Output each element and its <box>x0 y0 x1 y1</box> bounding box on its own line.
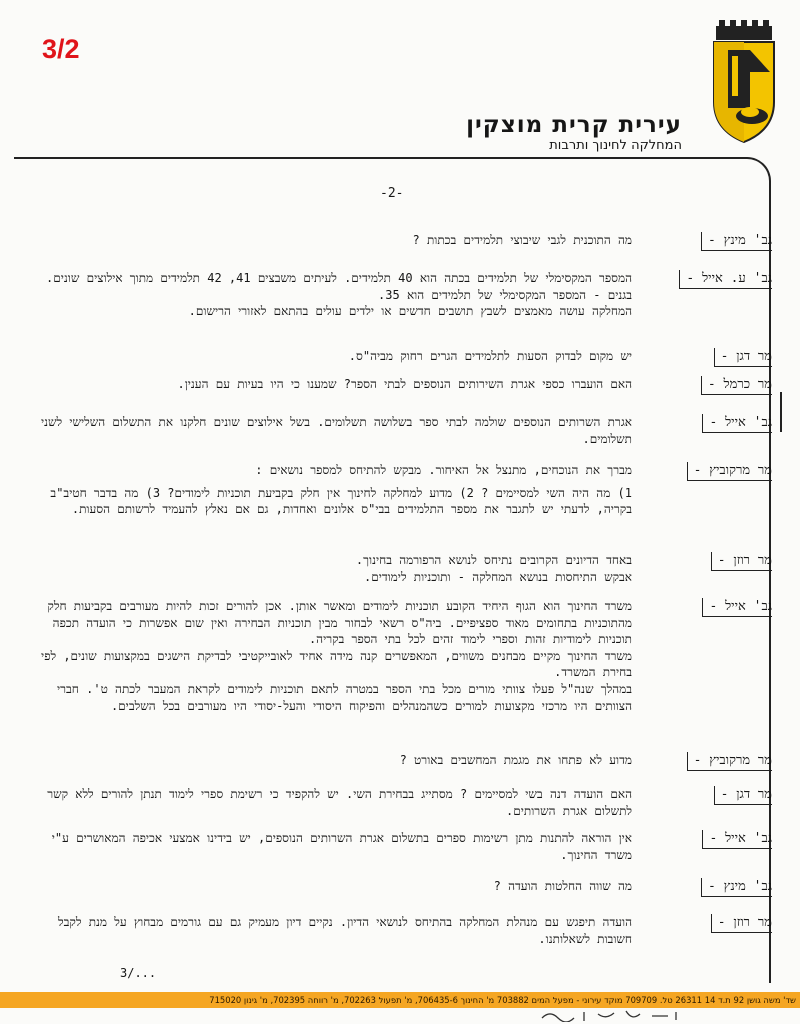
speaker-label: גב' מינץ - <box>701 232 772 251</box>
entry-text <box>32 414 632 447</box>
entry-text <box>32 914 632 947</box>
entry-text <box>32 462 632 518</box>
text-line: הועדה תיפגש עם מנהלת המחלקה בהתיחס לנושאי הדיון. נקיים דיון מעמיק גם עם גורמים מבחוץ על מנת לקבל חשובות לשאלותנו. <box>58 915 632 946</box>
entry-text <box>32 348 632 365</box>
entry-text <box>32 786 632 819</box>
entry-text <box>32 552 632 585</box>
entry <box>0 830 800 870</box>
speaker-label: גב' מינץ - <box>701 878 772 897</box>
footer-contact-bar: שד' משה גושן 92 ת.ד 14 26311 טל. 709709 מוקד עירוני - מפעל המים 703882 מ' החינוך 706435-6, מ' תפעול 702263, מ' רווחה 702395, מ' גינון 715020 <box>0 992 800 1008</box>
entry-text <box>32 830 632 863</box>
text-line: אגרת השרותים הנוספים שולמה לבתי ספר בשלושה תשלומים. בשל אילוצים שונים חלקנו את התשלום השלישי לשני תשלומים. <box>40 415 632 446</box>
speaker-label: גב' ע. אייל - <box>679 270 772 289</box>
city-emblem-logo <box>710 20 778 144</box>
text-line: אין הוראה להתנות מתן רשימות ספרים בתשלום אגרת השרותים הנוספים, יש בידינו אמצעי אכיפה המאושרים ע"י משרד החינוך. <box>51 831 632 862</box>
entry <box>0 914 800 954</box>
entry-text <box>32 232 632 249</box>
text-line: בגנים - המספר המקסימלי של תלמידים הוא 35. <box>378 287 632 302</box>
text-line: באחד הדיונים הקרובים נתיחס לנושא הרפורמה בחינוך. <box>355 553 632 567</box>
speaker-label: מר דגן - <box>714 348 772 367</box>
entry <box>0 598 800 713</box>
entry-text <box>32 598 632 714</box>
text-line: מה התוכנית לגבי שיבוצי תלמידים בכתות ? <box>412 233 632 247</box>
entry <box>0 376 800 416</box>
speaker-label: מר מרקוביץ - <box>687 462 772 481</box>
speaker-label: מר מרקוביץ - <box>687 752 772 771</box>
entry-text <box>32 270 632 320</box>
page-marker: -2- <box>380 186 404 201</box>
speaker-label: מר רוזן - <box>711 914 772 933</box>
text-line: 1) מה היה השי למסיימים ? 2) מדוע למחלקה לחינוך אין חלק בקביעת תוכניות לימודים? 3) מה בדבר חטיב"ב בקריה, לדעתי יש לתגבר את מספר התלמידים בבי"ס אלונים ואחדות, גם אם נאלץ להעמיד לרשותם הסעות. <box>50 485 632 517</box>
text-line: האם הועדה דנה בשי למסיימים ? מסתייג בבחירת השי. יש להקפיד כי רשימת ספרי לימוד תנתן להורים ללא קשר לתשלום אגרת השרותים. <box>47 787 632 818</box>
text-line: מדוע לא פתחו את מגמת המחשבים באורט ? <box>399 753 632 767</box>
entry <box>0 232 800 272</box>
department-subtitle: המחלקה לחינוך ותרבות <box>549 138 682 153</box>
speaker-label: גב' אייל - <box>702 414 772 433</box>
speaker-label: מר רוזן - <box>711 552 772 571</box>
entry <box>0 270 800 319</box>
entry <box>0 414 800 454</box>
text-line: האם הועברו כספי אגרת השירותים הנוספים לבתי הספר? שמענו כי היו בעיות עם הענין. <box>177 377 632 391</box>
text-line: המחלקה עושה מאמצים לשבץ תושבים חדשים או ילדים עולים בהתאם לאזורי הרישום. <box>188 304 632 319</box>
entry <box>0 552 800 592</box>
speaker-label: גב' אייל - <box>702 598 772 617</box>
continuation-marker: 3/... <box>120 966 157 980</box>
text-line: משרד החינוך מקיים מבחנים משווים, המאפשרים קנה מידה אחיד לאובייקטיבי לבדיקת הישגים במקצועות שונים, לפי בחירת המשרד. <box>41 648 632 680</box>
speaker-label: גב' אייל - <box>702 830 772 849</box>
text-line: יש מקום לבדוק הסעות לתלמידים הגרים רחוק מביה"ס. <box>348 349 632 363</box>
entry-text <box>32 376 632 393</box>
entry <box>0 462 800 517</box>
page-number-label: 3/2 <box>42 34 80 64</box>
handwriting-scribble <box>540 1008 690 1022</box>
speaker-label: מר דגן - <box>714 786 772 805</box>
text-line: המספר המקסימלי של תלמידים בכתה הוא 40 תלמידים. לעיתים משבצים 41, 42 תלמידים מתוך אילוצים שונים. <box>46 271 632 285</box>
entry-text <box>32 752 632 769</box>
entry <box>0 786 800 826</box>
text-line: משרד החינוך הוא הגוף היחיד הקובע תוכניות לימודים ומאשר אותן. אכן להורים זכות להיות מעורבים בקביעות חלק מהתוכניות בתחומים מאוד ספציפיים. ביה"ס רשאי לבחור מבין תוכניות הבחירה ואין שום אפשרות כי הועדה תכפה תוכניות לימודיות זהות וספרי לימוד זהים לכל בתי הספר בקריה. <box>47 599 632 647</box>
entry-text <box>32 878 632 895</box>
text-line: אבקש התיחסות בנושא המחלקה - ותוכניות לימודים. <box>363 569 632 584</box>
text-line: מברך את הנוכחים, מתנצל אל האיחור. מבקש להתיחס למספר נושאים : <box>255 463 632 477</box>
entry <box>0 878 800 918</box>
text-line: מה שווה החלטות הועדה ? <box>493 879 632 893</box>
municipality-title: עירית קרית מוצקין <box>466 112 682 138</box>
text-line: במהלך שנה"ל פעלו צוותי מורים מכל בתי הספר במטרה לתאם תוכניות לימודים לקראת המעבר לכתה ט'. חברי הצוותים היו מרכזי מקצועות למורים כשהמנהלים והפיקוח היסודי והעל-יסודי היו מעורבים בכל השלבים. <box>56 681 632 713</box>
speaker-label: מר כרמל - <box>701 376 772 395</box>
